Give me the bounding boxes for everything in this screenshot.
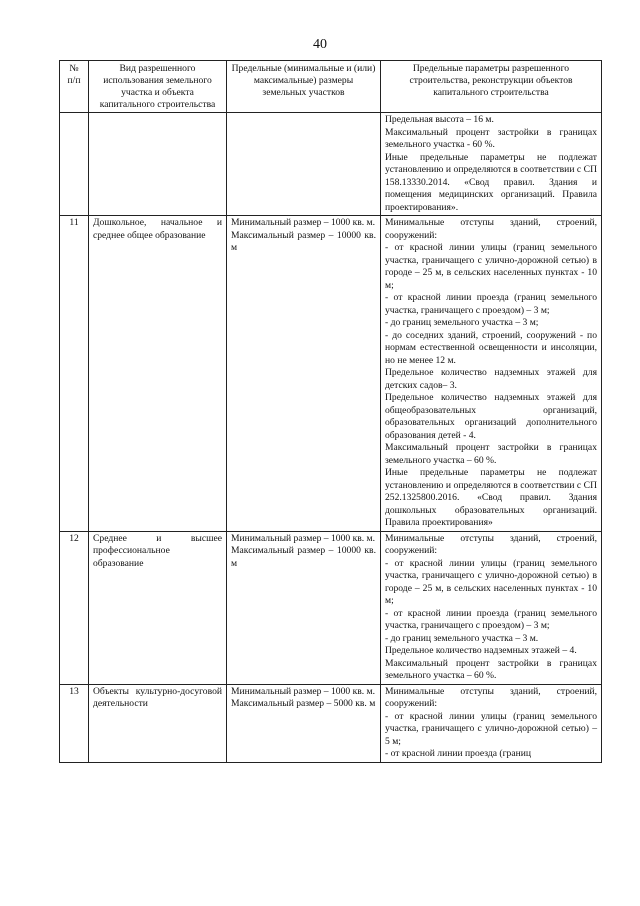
build-params <box>381 113 602 216</box>
header-num: № п/п <box>60 61 89 113</box>
plot-size-line: Максимальный размер – 10000 кв. м <box>231 545 376 569</box>
build-param-line: Предельное количество надземных этажей для детских садов– 3. <box>385 367 597 391</box>
row-number <box>60 113 89 216</box>
plot-size <box>227 531 381 684</box>
page-number: 40 <box>313 37 327 52</box>
build-param-line: Иные предельные параметры не подлежат установлению и определяются в соответствии с СП 252.1325800.2016. «Свод правил. Здания дошкольных образовательных организаций. Правила проектирования» <box>385 467 597 528</box>
use-type: Объекты культурно-досуговой деятельности <box>89 684 227 762</box>
build-param-line: Предельное количество надземных этажей – 4. <box>385 645 577 656</box>
row-number: 11 <box>60 216 89 532</box>
build-param-line: Максимальный процент застройки в границах земельного участка – 60 %. <box>385 657 597 681</box>
plot-size-line: Максимальный размер – 10000 кв. м <box>231 229 376 253</box>
build-param-line: Предельная высота – 16 м. <box>385 114 494 125</box>
table-row <box>60 216 602 532</box>
use-type: Дошкольное, начальное и среднее общее образование <box>89 216 227 532</box>
build-param-line: - до границ земельного участка – 3 м; <box>385 317 539 328</box>
build-param-line: - от красной линии проезда (границ земельного участка, граничащего с проездом) – 3 м; <box>385 292 597 316</box>
table-body <box>60 113 602 763</box>
header-size: Предельные (минимальные и (или) максимальные) размеры земельных участков <box>227 61 381 113</box>
build-param-line: - до границ земельного участка – 3 м. <box>385 632 539 644</box>
row-number: 13 <box>60 684 89 762</box>
table-header-row <box>60 61 602 113</box>
plot-size-line: Минимальный размер – 1000 кв. м. <box>231 532 376 544</box>
header-params: Предельные параметры разрешенного строительства, реконструкции объектов капитального строительства <box>381 61 602 113</box>
build-param-line: Иные предельные параметры не подлежат установлению и определяются в соответствии с СП 158.13330.2014. «Свод правил. Здания и помещения медицинских организаций. Правила проектирования». <box>385 151 597 213</box>
build-param-line: Предельное количество надземных этажей для общеобразовательных организаций, образовательных организаций дополнительного образования детей - 4. <box>385 392 597 441</box>
build-param-line: - от красной линии улицы (границ земельного участка, граничащего с улично-дорожной сетью) в городе – 25 м, в сельских населенных пунктах - 10 м; <box>385 557 597 606</box>
table-row <box>60 684 602 762</box>
build-param-line: - от красной линии проезда (границ земельного участка, граничащего с проездом) – 3 м; <box>385 607 597 631</box>
header-type: Вид разрешенного использования земельного участка и объекта капитального строительства <box>89 61 227 113</box>
build-param-line: Максимальный процент застройки в границах земельного участка – 60 %. <box>385 442 597 466</box>
build-params <box>381 216 602 532</box>
use-type: Среднее и высшее профессиональное образование <box>89 531 227 684</box>
build-param-line: Минимальные отступы зданий, строений, сооружений: <box>385 532 597 556</box>
build-param-line: - от красной линии улицы (границ земельного участка, граничащего с улично-дорожной сетью) – 5 м; <box>385 710 597 747</box>
build-param-line: Минимальные отступы зданий, строений, сооружений: <box>385 217 597 241</box>
build-param-line: - до соседних зданий, строений, сооружений - по нормам естественной освещенности и инсоляции, но не менее 12 м. <box>385 329 597 366</box>
row-number: 12 <box>60 531 89 684</box>
build-params <box>381 531 602 684</box>
regulations-table <box>59 60 602 763</box>
build-param-line: - от красной линии улицы (границ земельного участка, граничащего с улично-дорожной сетью) в городе – 25 м, в сельских населенных пунктах - 10 м; <box>385 242 597 291</box>
table-row <box>60 113 602 216</box>
plot-size-line: Максимальный размер – 5000 кв. м <box>231 698 376 709</box>
build-param-line: Максимальный процент застройки в границах земельного участка - 60 %. <box>385 126 597 150</box>
plot-size-line: Минимальный размер – 1000 кв. м. <box>231 685 376 697</box>
plot-size-line: Минимальный размер – 1000 кв. м. <box>231 217 376 228</box>
plot-size <box>227 684 381 762</box>
plot-size <box>227 216 381 532</box>
build-param-line: - от красной линии проезда (границ <box>385 748 531 759</box>
table-row <box>60 531 602 684</box>
use-type <box>89 113 227 216</box>
build-params <box>381 684 602 762</box>
build-param-line: Минимальные отступы зданий, строений, сооружений: <box>385 685 597 709</box>
plot-size <box>227 113 381 216</box>
